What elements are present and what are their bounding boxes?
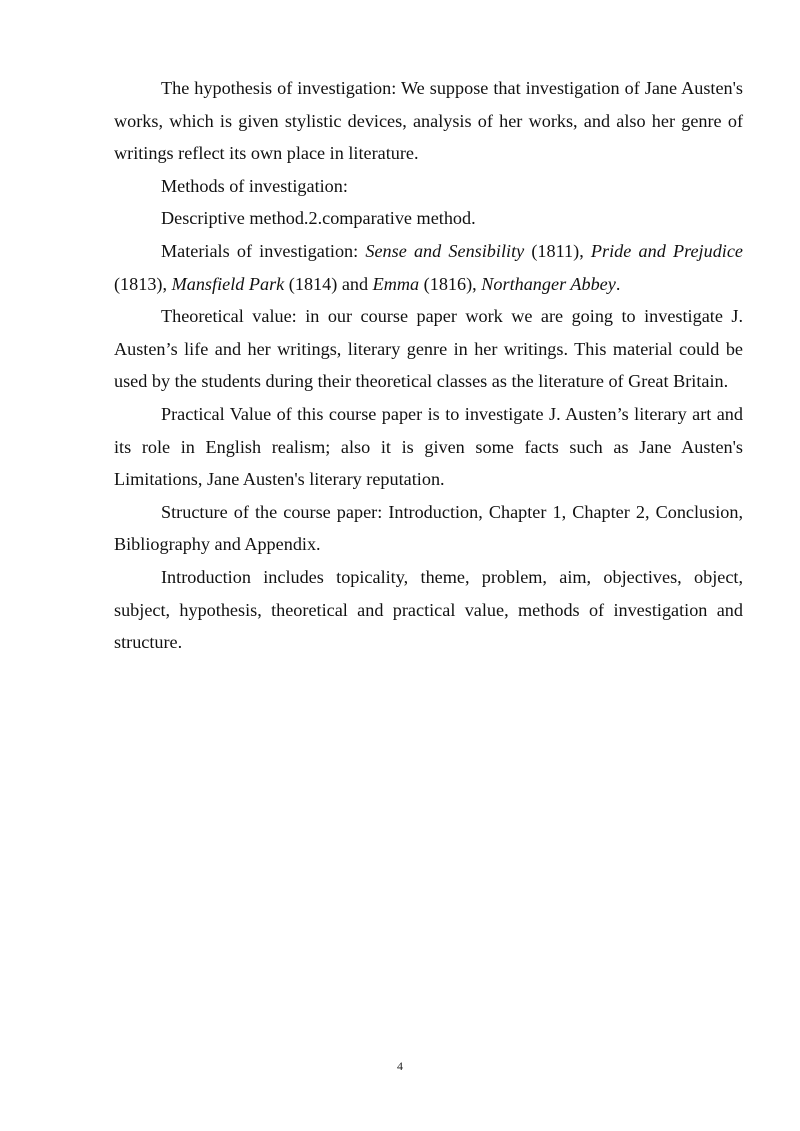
materials-paragraph [114,235,743,300]
work-title: Pride and Prejudice [590,240,743,261]
work-title: Emma [372,273,420,294]
work-year: (1813), [114,273,172,294]
practical-value-paragraph: Practical Value of this course paper is to investigate J. Austen’s literary art and its role in English realism; also it is given some facts such as Jane Austen's Limitations, Jane Austen's literary reputation. [114,403,743,490]
sentence-end: . [615,273,621,294]
work-year: (1816), [419,273,482,294]
methods-list-paragraph: Descriptive method.2.comparative method. [161,208,476,229]
structure-paragraph: Structure of the course paper: Introduction, Chapter 1, Chapter 2, Conclusion, Bibliography and Appendix. [114,501,743,555]
work-title: Sense and Sensibility [365,240,525,261]
work-title: Northanger Abbey [481,273,616,294]
work-year: (1814) and [284,273,373,294]
page-number: 4 [397,1059,403,1073]
materials-label: Materials of investigation: [161,240,366,261]
work-title: Mansfield Park [171,273,285,294]
body-text [114,72,743,659]
methods-heading: Methods of investigation: [161,175,348,196]
work-year: (1811), [524,240,591,261]
hypothesis-paragraph: The hypothesis of investigation: We suppose that investigation of Jane Austen's works, which is given stylistic devices, analysis of her works, and also her genre of writings reflect its own place in literature. [114,78,743,164]
introduction-paragraph: Introduction includes topicality, theme, problem, aim, objectives, object, subject, hypothesis, theoretical and practical value, methods of investigation and structure. [114,566,743,653]
theoretical-value-paragraph: Theoretical value: in our course paper work we are going to investigate J. Austen’s life and her writings, literary genre in her writings. This material could be used by the students during their theoretical classes as the literature of Great Britain. [114,306,743,392]
